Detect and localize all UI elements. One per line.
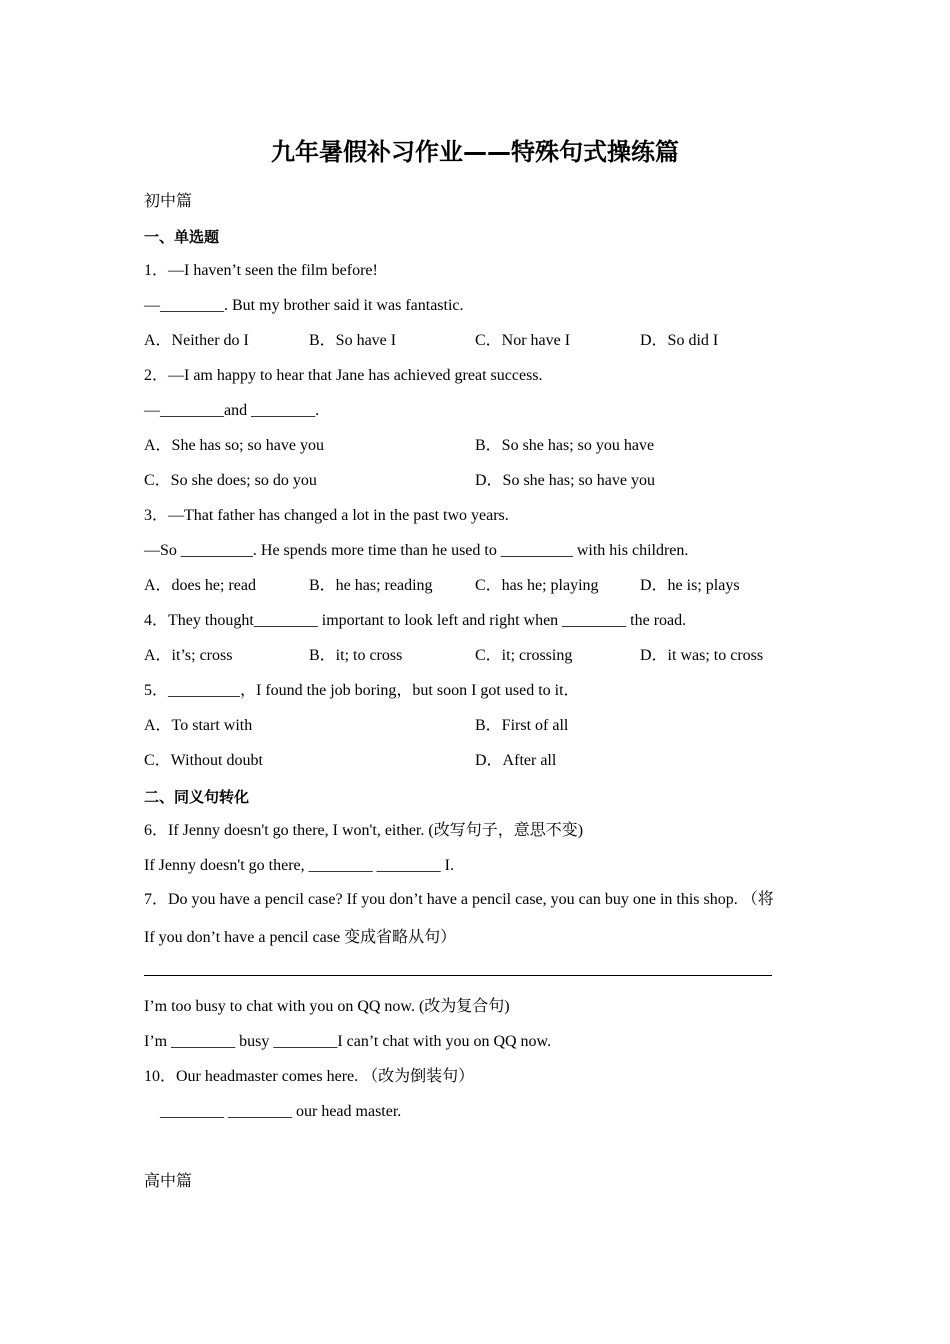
q4-option-d: D．it was; to cross: [640, 647, 764, 664]
q1-option-d: D．So did I: [640, 332, 719, 349]
q2-stem: 2．—I am happy to hear that Jane has achieved great success.: [144, 367, 543, 384]
q10-line2: ________ ________ our head master.: [160, 1103, 402, 1120]
q1-line2: —________. But my brother said it was fantastic.: [144, 297, 464, 314]
q2-option-a: A．She has so; so have you: [144, 437, 324, 454]
q1-option-a: A．Neither do I: [144, 332, 249, 349]
q6-stem: 6．If Jenny doesn't go there, I won't, either. (改写句子，意思不变): [144, 822, 584, 839]
q2-option-d: D．So she has; so have you: [475, 472, 655, 489]
section-junior: 初中篇: [144, 193, 193, 210]
q1-option-b: B．So have I: [309, 332, 397, 349]
q4-option-a: A．it’s; cross: [144, 647, 233, 664]
q10-stem: 10．Our headmaster comes here. （改为倒装句）: [144, 1068, 475, 1085]
q6-line2: If Jenny doesn't go there, ________ ________ I.: [144, 857, 454, 874]
q3-stem: 3．—That father has changed a lot in the past two years.: [144, 507, 509, 524]
q3-option-d: D．he is; plays: [640, 577, 740, 594]
q5-option-c: C．Without doubt: [144, 752, 263, 769]
q4-option-b: B．it; to cross: [309, 647, 403, 664]
part2-heading: 二、同义句转化: [144, 788, 250, 806]
q5-option-b: B．First of all: [475, 717, 569, 734]
q5-option-d: D．After all: [475, 752, 557, 769]
q3-option-a: A．does he; read: [144, 577, 256, 594]
q1-stem: 1．—I haven’t seen the film before!: [144, 262, 378, 279]
q3-option-c: C．has he; playing: [475, 577, 599, 594]
q8-stem: I’m too busy to chat with you on QQ now. (改为复合句): [144, 998, 510, 1015]
q7-line2: If you don’t have a pencil case 变成省略从句）: [144, 929, 457, 946]
q3-option-b: B．he has; reading: [309, 577, 433, 594]
q1-option-c: C．Nor have I: [475, 332, 571, 349]
q5-stem: 5．_________，I found the job boring，but soon I got used to it．: [144, 682, 580, 699]
q4-stem: 4．They thought________ important to look left and right when ________ the road.: [144, 612, 687, 629]
section-senior: 高中篇: [144, 1173, 193, 1190]
page-title: 九年暑假补习作业——特殊句式操练篇: [271, 138, 679, 166]
part1-heading: 一、单选题: [144, 228, 220, 246]
q2-line2: —________and ________.: [144, 402, 320, 419]
q2-option-b: B．So she has; so you have: [475, 437, 655, 454]
q5-option-a: A．To start with: [144, 717, 253, 734]
q7-stem: 7．Do you have a pencil case? If you don’t have a pencil case, you can buy one in this shop. （将: [144, 891, 774, 908]
q8-line2: I’m ________ busy ________I can’t chat with you on QQ now.: [144, 1033, 552, 1050]
q4-option-c: C．it; crossing: [475, 647, 573, 664]
q3-line2: —So _________. He spends more time than he used to _________ with his children.: [144, 542, 689, 559]
answer-line: [144, 975, 772, 976]
q2-option-c: C．So she does; so do you: [144, 472, 317, 489]
